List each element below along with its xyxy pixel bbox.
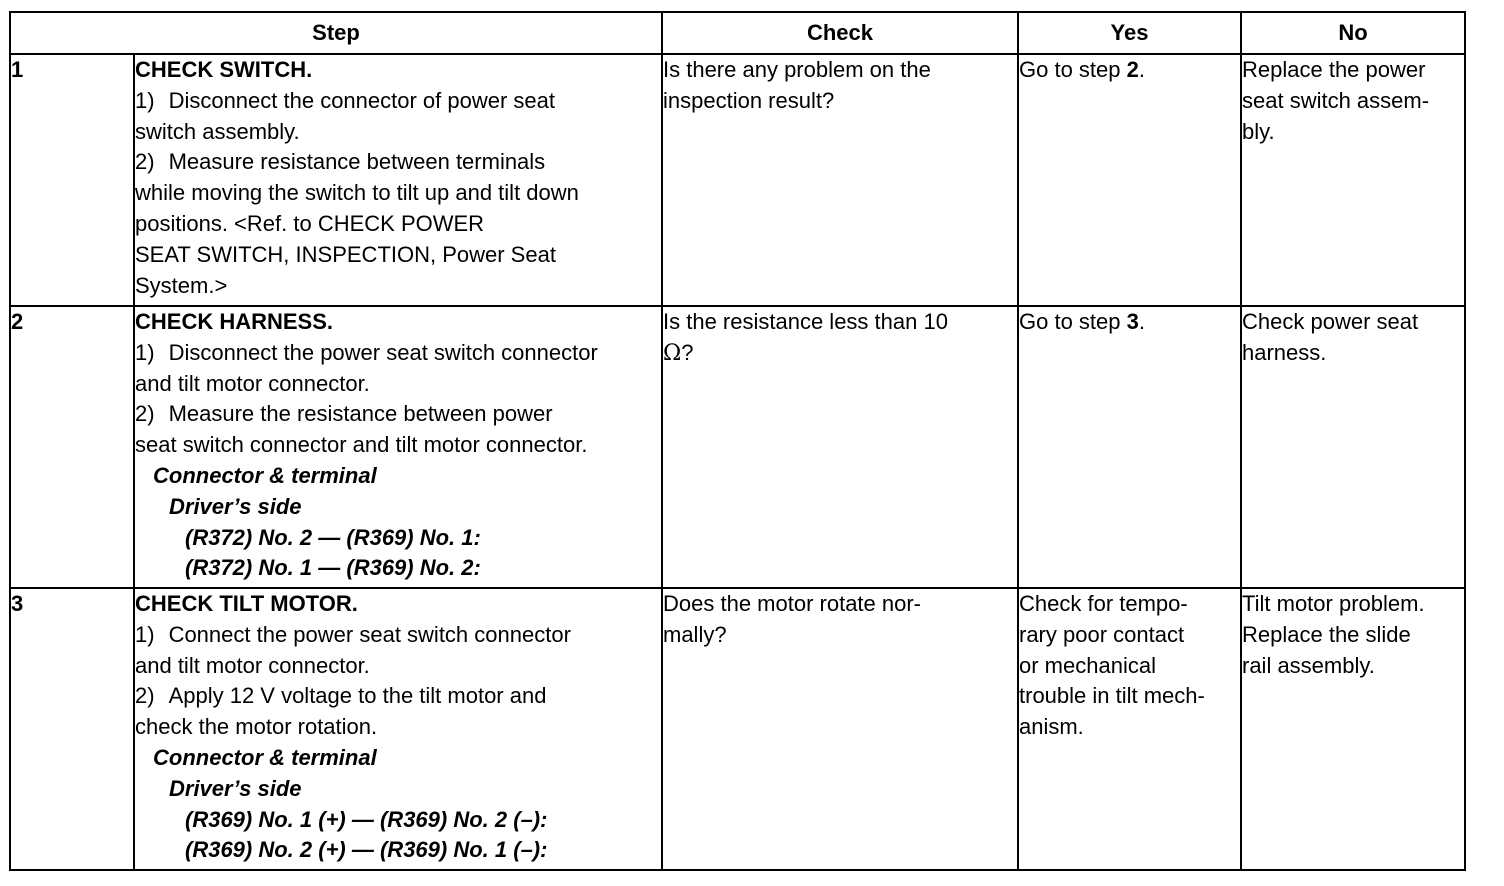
- no-cell: [1241, 54, 1465, 306]
- connector-terminal-label: Connector & terminal: [153, 462, 377, 488]
- no-cell: [1241, 306, 1465, 588]
- header-yes: Yes: [1018, 12, 1241, 54]
- table-row-step-2: [10, 306, 1465, 588]
- no-line: bly.: [1242, 118, 1275, 144]
- terminal-pair: (R369) No. 2 (+) — (R369) No. 1 (–):: [185, 837, 548, 863]
- no-line: seat switch assem-: [1242, 87, 1430, 113]
- table-row-step-1: [10, 54, 1465, 306]
- terminal-pair: (R369) No. 1 (+) — (R369) No. 2 (–):: [185, 806, 548, 832]
- yes-line: or mechanical: [1019, 652, 1156, 678]
- procedure-line: 1) Connect the power seat switch connector: [135, 621, 571, 647]
- step-description: [134, 588, 662, 870]
- step-number: 2: [10, 306, 134, 588]
- check-cell: [662, 54, 1018, 306]
- check-line: Ω?: [663, 339, 694, 366]
- driver-side-label: Driver’s side: [169, 775, 302, 801]
- driver-side-label: Driver’s side: [169, 493, 302, 519]
- yes-line: anism.: [1019, 714, 1084, 740]
- procedure-line: and tilt motor connector.: [135, 652, 370, 678]
- step-description: [134, 54, 662, 306]
- step-title: CHECK HARNESS.: [135, 309, 334, 334]
- step-number: 3: [10, 588, 134, 870]
- no-cell: [1241, 588, 1465, 870]
- check-line: Does the motor rotate nor-: [663, 591, 922, 616]
- procedure-line: 1) Disconnect the connector of power seat: [135, 87, 556, 113]
- check-cell: [662, 588, 1018, 870]
- no-line: rail assembly.: [1242, 652, 1375, 678]
- header-check: Check: [662, 12, 1018, 54]
- terminal-pair: (R372) No. 2 — (R369) No. 1:: [185, 524, 481, 550]
- procedure-line: 2) Measure resistance between terminals: [135, 149, 546, 175]
- procedure-line: 2) Measure the resistance between power: [135, 401, 553, 427]
- step-description: [134, 306, 662, 588]
- procedure-line: System.>: [135, 272, 228, 298]
- yes-line: trouble in tilt mech-: [1019, 683, 1205, 709]
- procedure-line: check the motor rotation.: [135, 714, 378, 740]
- procedure-line: and tilt motor connector.: [135, 370, 370, 396]
- procedure-line: while moving the switch to tilt up and tilt down: [135, 180, 579, 206]
- yes-line: Check for tempo-: [1019, 591, 1188, 616]
- no-line: Check power seat: [1242, 309, 1419, 334]
- procedure-line: positions. <Ref. to CHECK POWER: [135, 210, 485, 236]
- check-line: inspection result?: [663, 87, 835, 113]
- yes-cell: [1018, 588, 1241, 870]
- procedure-line: SEAT SWITCH, INSPECTION, Power Seat: [135, 241, 556, 267]
- diagnostic-table: [9, 11, 1466, 871]
- yes-line: Go to step 3.: [1019, 309, 1145, 334]
- step-number: 1: [10, 54, 134, 306]
- ohm-symbol: Ω: [663, 340, 682, 366]
- step-title: CHECK TILT MOTOR.: [135, 591, 358, 616]
- terminal-pair: (R372) No. 1 — (R369) No. 2:: [185, 555, 481, 581]
- check-line: Is the resistance less than 10: [663, 309, 948, 334]
- yes-cell: [1018, 306, 1241, 588]
- check-line: mally?: [663, 621, 727, 647]
- procedure-line: 2) Apply 12 V voltage to the tilt motor and: [135, 683, 547, 709]
- step-title: CHECK SWITCH.: [135, 57, 313, 82]
- header-no: No: [1241, 12, 1465, 54]
- procedure-line: seat switch connector and tilt motor connector.: [135, 432, 588, 458]
- check-line: Is there any problem on the: [663, 57, 931, 82]
- yes-line: rary poor contact: [1019, 621, 1185, 647]
- no-line: harness.: [1242, 339, 1327, 365]
- header-step: Step: [10, 12, 662, 54]
- procedure-line: switch assembly.: [135, 118, 300, 144]
- no-line: Tilt motor problem.: [1242, 591, 1425, 616]
- no-line: Replace the power: [1242, 57, 1426, 82]
- yes-cell: [1018, 54, 1241, 306]
- no-line: Replace the slide: [1242, 621, 1411, 647]
- procedure-line: 1) Disconnect the power seat switch connector: [135, 339, 598, 365]
- yes-line: Go to step 2.: [1019, 57, 1145, 82]
- connector-terminal-label: Connector & terminal: [153, 744, 377, 770]
- table-row-step-3: [10, 588, 1465, 870]
- check-cell: [662, 306, 1018, 588]
- header-row: [10, 12, 1465, 54]
